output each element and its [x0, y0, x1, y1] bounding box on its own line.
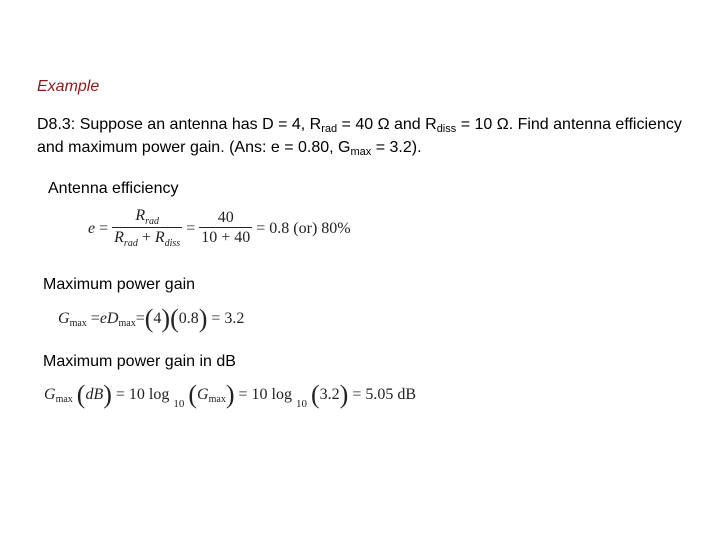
gain-label: Maximum power gain: [43, 276, 196, 293]
gaindb-dB: dB: [85, 386, 104, 403]
den-plus: +: [141, 229, 151, 246]
gain-db-equation: G max ( dB ) = 10 log 10 ( G max ) = 10 log 10 ( 3.2 ) = 5.05 dB: [44, 380, 417, 410]
gaindb-value: 3.2: [319, 386, 340, 403]
gain-G: G: [58, 310, 70, 327]
problem-sub-max: max: [350, 146, 372, 158]
gain-value-08: 0.8: [178, 310, 199, 327]
problem-statement: [37, 113, 707, 159]
problem-text-2: = 40 Ω and R: [337, 116, 437, 133]
num-40: 40: [199, 209, 252, 228]
gaindb-G2: G: [197, 386, 209, 403]
gain-max-sub: max: [69, 317, 87, 329]
gain-e: e: [99, 310, 107, 327]
problem-sub-rad: rad: [321, 123, 338, 135]
gain-value-4: 4: [153, 310, 162, 327]
efficiency-equation: [88, 207, 351, 250]
gaindb-G: G: [44, 386, 56, 403]
gain-equals-2: =: [135, 310, 145, 327]
gaindb-log-2: = 10 log: [238, 386, 292, 403]
gain-result: = 3.2: [211, 310, 245, 327]
gaindb-max-sub: max: [55, 393, 73, 405]
den-rad: rad: [123, 238, 138, 249]
gaindb-base-2: 10: [295, 398, 307, 410]
efficiency-result: = 0.8 (or) 80%: [256, 219, 351, 237]
efficiency-fraction-symbolic: [112, 207, 182, 250]
den-10-40: 10 + 40: [201, 229, 251, 246]
problem-text-3: = 10 Ω. Find antenna efficiency and maximum power gain. (Ans: e = 0.80, G: [37, 116, 682, 156]
efficiency-label: Antenna efficiency: [48, 180, 179, 197]
den-diss: diss: [164, 238, 181, 249]
eq-equals-2: =: [186, 219, 196, 237]
den-R2: R: [154, 229, 165, 246]
gain-D-max-sub: max: [118, 317, 136, 329]
problem-sub-diss: diss: [436, 123, 457, 135]
eq-equals-1: =: [99, 219, 109, 237]
eq-e: e: [88, 219, 96, 237]
gaindb-result: = 5.05 dB: [352, 386, 417, 403]
gain-D: D: [106, 310, 119, 327]
gain-equals-1: =: [90, 310, 100, 327]
gain-db-label: Maximum power gain in dB: [43, 353, 236, 370]
problem-text-4: = 3.2).: [371, 139, 422, 156]
gaindb-max2-sub: max: [208, 393, 226, 405]
problem-text-1: D8.3: Suppose an antenna has D = 4, R: [37, 116, 322, 133]
example-heading: Example: [37, 78, 100, 95]
gain-equation: G max = e D max = ( 4 )( 0.8 ) = 3.2: [58, 304, 245, 333]
num-R: R: [135, 207, 146, 224]
den-R1: R: [114, 229, 124, 246]
gaindb-log-1: = 10 log: [115, 386, 170, 403]
num-rad: rad: [145, 216, 160, 227]
efficiency-fraction-numeric: [199, 209, 252, 248]
gaindb-base-1: 10: [173, 398, 185, 410]
